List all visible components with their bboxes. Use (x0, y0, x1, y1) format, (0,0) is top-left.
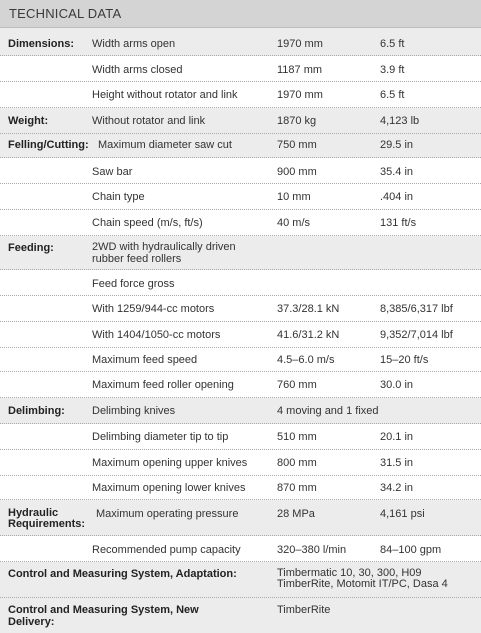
header-title: TECHNICAL DATA (9, 6, 122, 21)
metric-value: 37.3/28.1 kN (277, 303, 340, 315)
metric-value: 870 mm (277, 482, 317, 494)
metric-value: TimberRite (277, 604, 331, 616)
table-row (0, 56, 481, 82)
metric-value: 4 moving and 1 fixed (277, 405, 379, 417)
table-row (0, 236, 481, 270)
metric-value: Timbermatic 10, 30, 300, H09 TimberRite, Motomit IT/PC, Dasa 4 (277, 567, 448, 590)
parameter-label: Maximum diameter saw cut (98, 139, 232, 151)
parameter-label: Delimbing knives (92, 405, 176, 417)
parameter-label: Width arms open (92, 38, 176, 50)
table-row (0, 562, 481, 598)
table-row (0, 398, 481, 424)
parameter-label: Maximum feed roller opening (92, 379, 234, 391)
metric-value: 41.6/31.2 kN (277, 329, 340, 341)
table-row (0, 134, 481, 158)
parameter-label: Without rotator and link (92, 115, 206, 127)
parameter-label: Saw bar (92, 166, 133, 178)
imperial-value: 15–20 ft/s (380, 354, 429, 366)
header-bar (0, 0, 481, 28)
imperial-value: 4,161 psi (380, 508, 425, 520)
table-row (0, 82, 481, 108)
section-label: Control and Measuring System, Adaptation: (8, 568, 237, 580)
table-row (0, 158, 481, 184)
metric-value: 320–380 l/min (277, 544, 347, 556)
metric-value: 4.5–6.0 m/s (277, 354, 335, 366)
table-row (0, 108, 481, 134)
parameter-label: Width arms closed (92, 64, 183, 76)
metric-value: 510 mm (277, 431, 317, 443)
table-row (0, 500, 481, 536)
section-label: Control and Measuring System, New Delivery: (8, 604, 199, 628)
section-label: Felling/Cutting: (8, 139, 89, 151)
metric-value: 1870 kg (277, 115, 317, 127)
table-row (0, 598, 481, 633)
metric-value: 1970 mm (277, 38, 323, 50)
parameter-label: Chain speed (m/s, ft/s) (92, 217, 203, 229)
metric-value: 28 MPa (277, 508, 315, 520)
parameter-label: Chain type (92, 191, 145, 203)
imperial-value: 84–100 gpm (380, 544, 442, 556)
table-row (0, 450, 481, 476)
table-row (0, 28, 481, 56)
table-row (0, 476, 481, 500)
table-row (0, 296, 481, 322)
imperial-value: 131 ft/s (380, 217, 417, 229)
section-label: Delimbing: (8, 405, 65, 417)
table-row (0, 270, 481, 296)
parameter-label: Recommended pump capacity (92, 544, 241, 556)
imperial-value: 20.1 in (380, 431, 414, 443)
table-row (0, 210, 481, 236)
imperial-value: 6.5 ft (380, 38, 405, 50)
parameter-label: Maximum feed speed (92, 354, 198, 366)
section-label: Weight: (8, 115, 49, 127)
parameter-label: Feed force gross (92, 278, 175, 290)
table-row (0, 536, 481, 562)
section-label: Dimensions: (8, 38, 75, 50)
metric-value: 800 mm (277, 457, 317, 469)
parameter-label: Maximum opening lower knives (92, 482, 246, 494)
metric-value: 40 m/s (277, 217, 311, 229)
metric-value: 750 mm (277, 139, 317, 151)
imperial-value: 4,123 lb (380, 115, 420, 127)
imperial-value: 6.5 ft (380, 89, 405, 101)
metric-value: 1187 mm (277, 64, 323, 76)
metric-value: 900 mm (277, 166, 317, 178)
imperial-value: 30.0 in (380, 379, 414, 391)
parameter-label: Maximum operating pressure (96, 508, 239, 520)
imperial-value: 31.5 in (380, 457, 414, 469)
parameter-label: Maximum opening upper knives (92, 457, 248, 469)
table-row (0, 322, 481, 348)
section-label: Hydraulic Requirements: (8, 507, 86, 530)
table-row (0, 424, 481, 450)
section-label: Feeding: (8, 242, 54, 254)
imperial-value: .404 in (380, 191, 414, 203)
table-row (0, 372, 481, 398)
metric-value: 10 mm (277, 191, 311, 203)
parameter-label: With 1404/1050-cc motors (92, 329, 221, 341)
imperial-value: 34.2 in (380, 482, 414, 494)
table-row (0, 184, 481, 210)
table-row (0, 348, 481, 372)
parameter-label: 2WD with hydraulically driven rubber feed rollers (92, 241, 236, 265)
imperial-value: 9,352/7,014 lbf (380, 329, 453, 341)
metric-value: 1970 mm (277, 89, 323, 101)
imperial-value: 8,385/6,317 lbf (380, 303, 453, 315)
imperial-value: 35.4 in (380, 166, 414, 178)
imperial-value: 3.9 ft (380, 64, 405, 76)
metric-value: 760 mm (277, 379, 317, 391)
parameter-label: Delimbing diameter tip to tip (92, 431, 229, 443)
parameter-label: Height without rotator and link (92, 89, 238, 101)
imperial-value: 29.5 in (380, 139, 414, 151)
parameter-label: With 1259/944-cc motors (92, 303, 215, 315)
